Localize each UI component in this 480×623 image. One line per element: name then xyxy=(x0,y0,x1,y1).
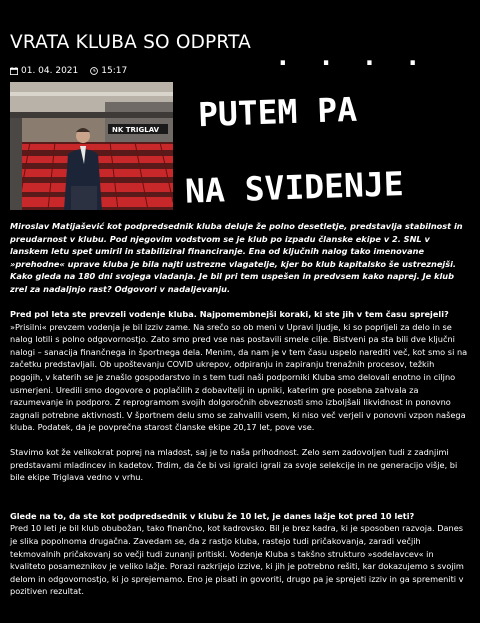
intro-text: Miroslav Matijašević kot podpredsednik kluba deluje že polno desetletje, predstavlja stabilnost in preudarnost v klubu. Pod njegovim vodstvom se je klub po izpadu članske ekipe v 2. SNL v lanskem letu spet umiril in stabiliziral financiranje. Ena od ključnih nalog tako imenovane »prehodne« uprave kluba je bila najti ustrezne vlagatelje, kjer bo klub kapitalsko še ustreznejši. Kako gleda na 180 dni svojega vladanja. Je bil pri tem uspešen in predvsem kako naprej. Je klub zrel za nadaljnjo rast? Odgovori v nadaljevanju. xyxy=(10,221,463,294)
article-photo xyxy=(10,82,173,210)
photo-sign-text: NK TRIGLAV xyxy=(112,126,160,134)
calendar-icon xyxy=(10,67,18,75)
answer-2: Pred 10 leti je bil klub obubožan, tako finančno, kot kadrovsko. Bil je brez kadra, ki je sposoben razvoja. Danes je slika popolnoma drugačna. Zavedam se, da z rastjo kluba, rastejo tudi pričakovanja, zaradi večjih tekmovalnih pričakovanj so večji tudi zunanji pritiski. Vodenje Kluba s takšno strukturo »sodelavcev« in kvaliteto posameznikov je veliko lažje. Porazi razkrijejo izzive, ki jih je potrebno rešiti, kar dokazujemo s svojim delom in odgovornostjo, ki jo sprejemamo. Eno je pisati in govoriti, drugo pa je sprejeti izziv in ga spremeniti v pozitiven rezultat. xyxy=(10,523,464,597)
publish-time: 15:17 xyxy=(101,66,128,76)
handwritten-overlay xyxy=(180,40,475,215)
article-title: VRATA KLUBA SO ODPRTA xyxy=(10,32,252,53)
article-meta xyxy=(10,66,127,76)
article-intro xyxy=(10,220,468,296)
question-2: Glede na to, da ste kot podpredsednik v klubu že 10 let, je danes lažje kot pred 10 leti? xyxy=(10,510,415,521)
publish-date: 01. 04. 2021 xyxy=(21,66,79,76)
clock-icon xyxy=(90,67,98,75)
overlay-line2: NA SVIDENJE xyxy=(184,164,405,211)
answer-1: »Prisilni« prevzem vodenja je bil izziv zame. Na srečo so ob meni v Upravi ljudje, ki so poprijeli za delo in se nalog lotili s polno odgovornostjo. Zato smo pred vse nas postavili smele cilje. Bistveni pa sta bili dve ključni nalogi – sanacija finančnega in športnega dela. Menim, da nam je v tem času uspelo narediti več, kot smo si na začetku predstavljali. Ob upoštevanju COVID ukrepov, odpiranju in zapiranju trenažnih procesov, težkih pogojih, v katerih se je znašlo gospodarstvo in s tem tudi naši podporniki Kluba smo delovali enotno in ciljno usmerjeni. Uredili smo dogovore o poplačilih z dobavitelji in upniki, katerim gre posebna zahvala za razumevanje in podporo. Z reprogramom svojih dolgoročnih obveznosti smo izboljšali likvidnost in ponovno zagnali potrebne aktivnosti. V športnem delu smo se zahvalili vsem, ki niso več verjeli v ponovni vzpon našega kluba. Podatek, da je povprečna starost članske ekipe 20,17 let, pove vse. xyxy=(10,321,468,433)
question-1: Pred pol leta ste prevzeli vodenje kluba. Najpomembnejši koraki, ki ste jih v tem času sprejeli? xyxy=(10,309,449,319)
overlay-dots: . . . . xyxy=(275,42,427,72)
article-body xyxy=(10,308,468,598)
overlay-line1: PUTEM PA xyxy=(197,89,358,135)
answer-1-continued: Stavimo kot že velikokrat poprej na mladost, saj je to naša prihodnost. Zelo sem zadovoljen tudi z zadnjimi predstavami mladincev in kadetov. Trdim, da če bi vsi igralci igrali za svoje selekcije in ne generacijo višje, bi bile ekipe Triglava vedno v vrhu. xyxy=(10,446,458,483)
